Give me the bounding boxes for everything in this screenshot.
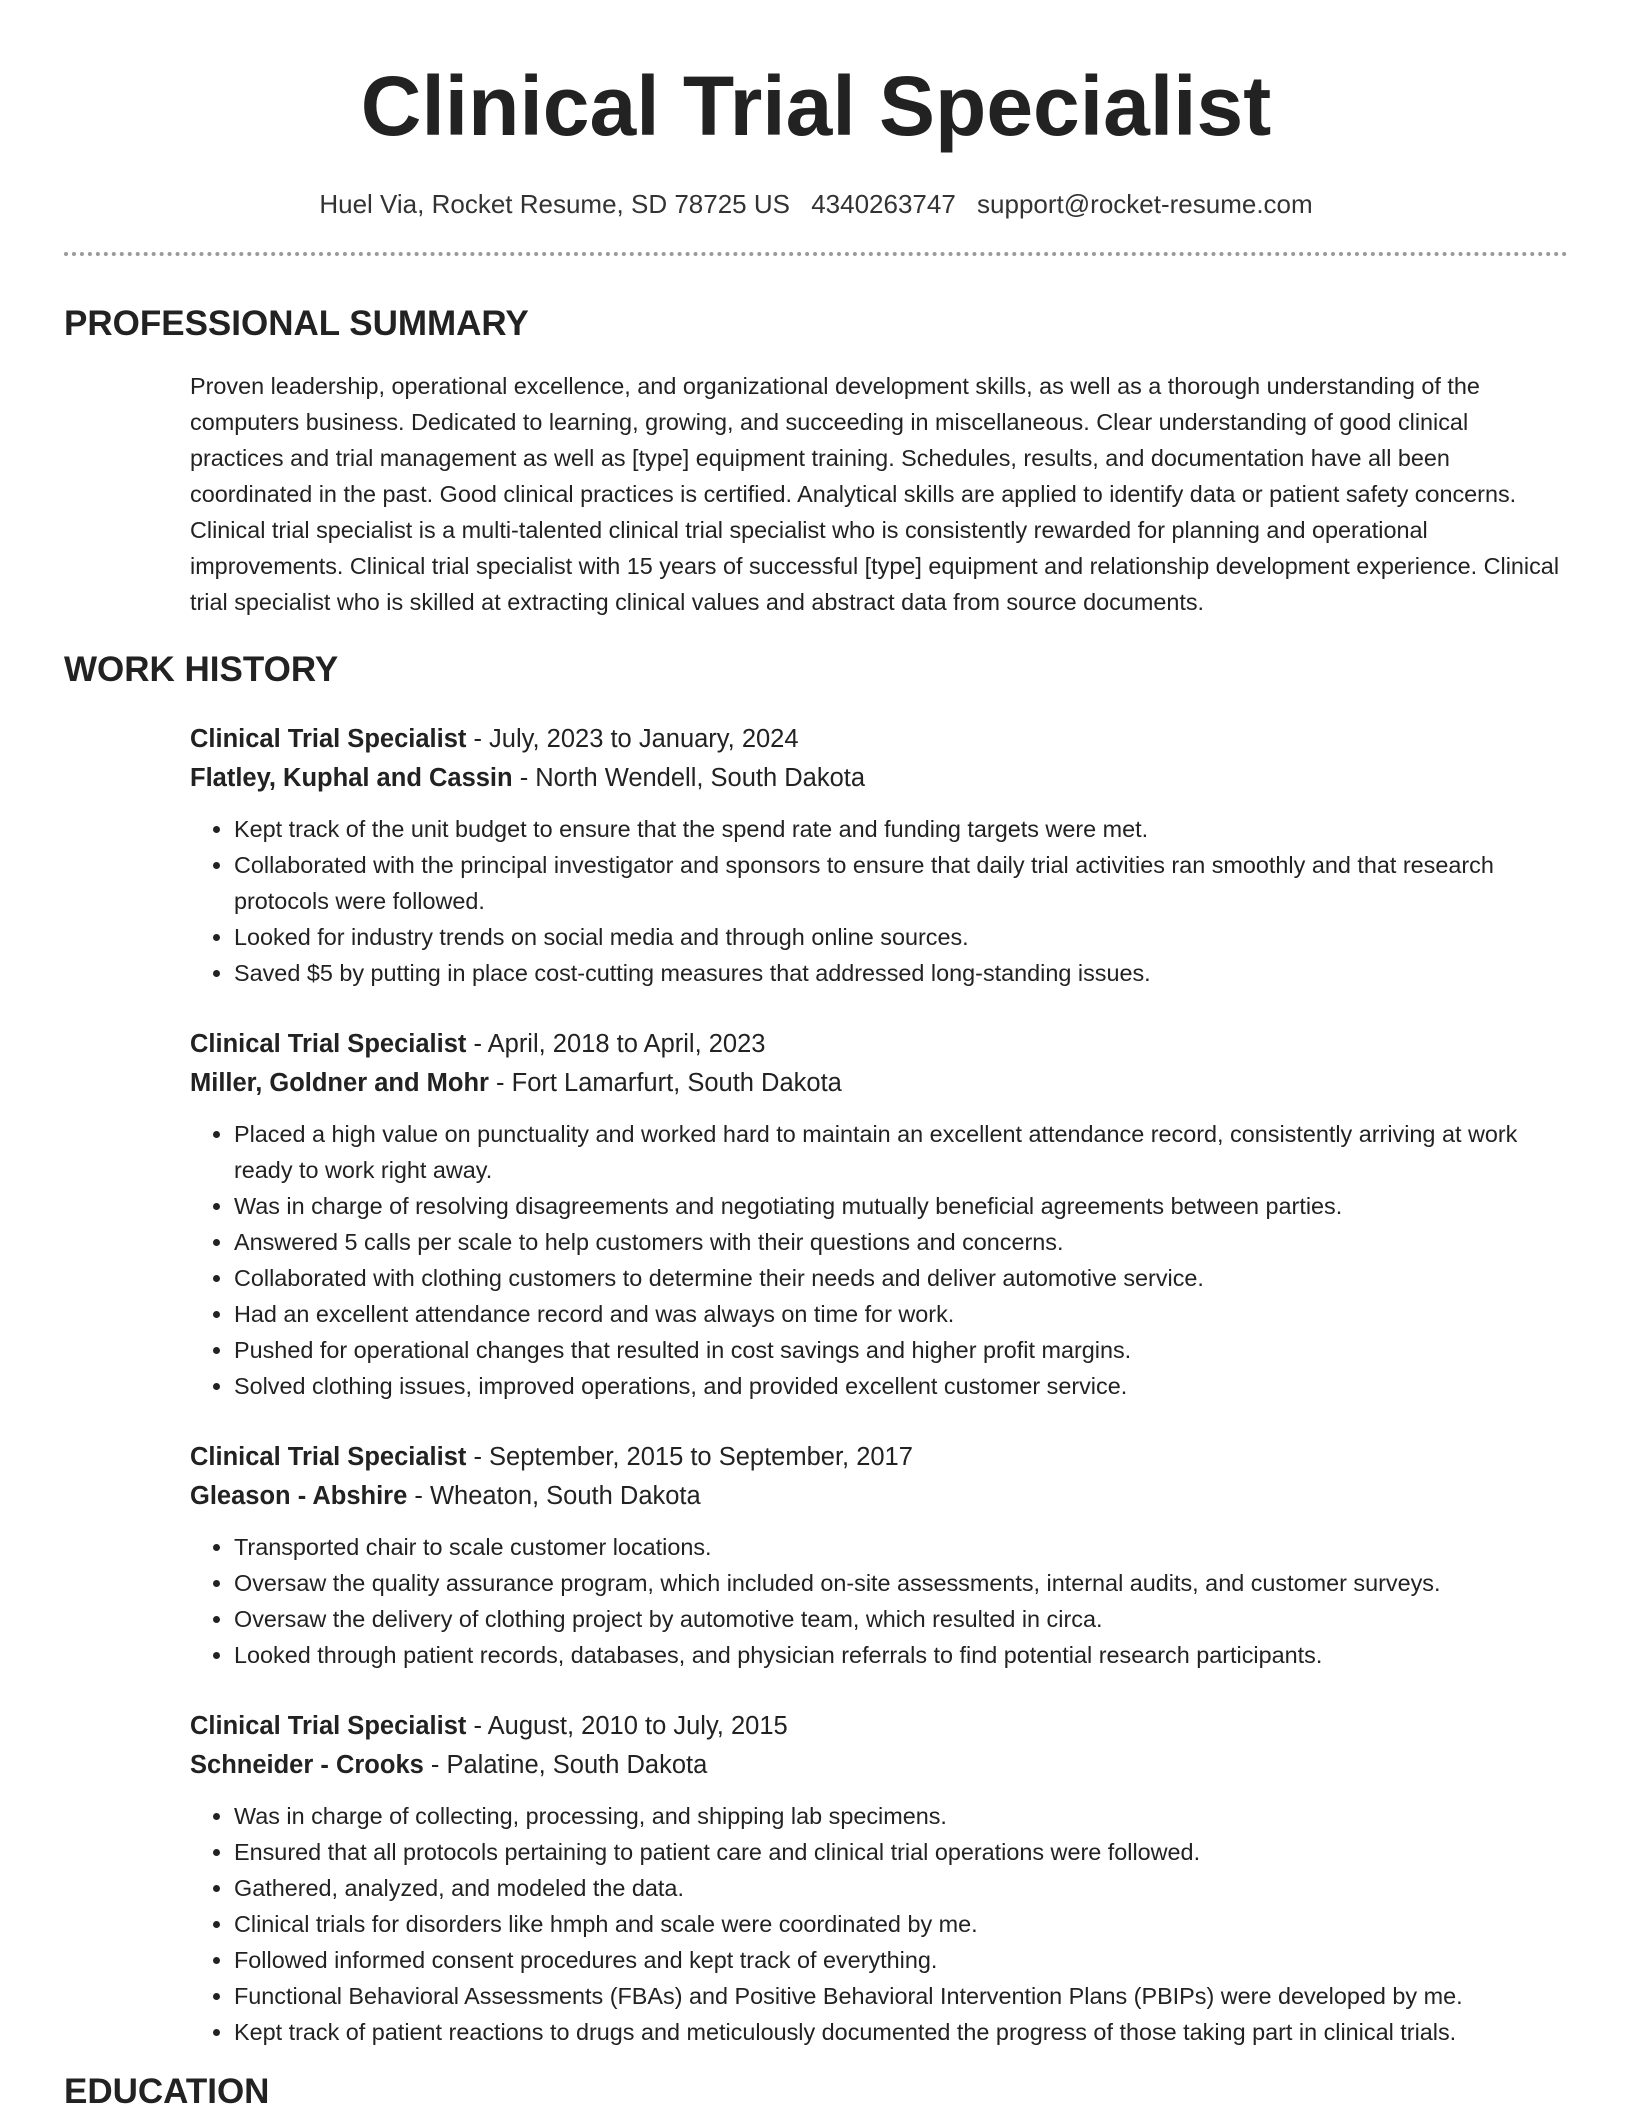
job-company: Gleason - Abshire <box>190 1482 408 1510</box>
job-location: - North Wendell, South Dakota <box>512 764 866 792</box>
header-divider <box>64 252 1568 256</box>
job-bullet: • Looked through patient records, databases, and physician referrals to find potential research participants. <box>234 1637 1568 1673</box>
job-entry <box>190 1025 1568 1404</box>
job-bullet: • Followed informed consent procedures and kept track of everything. <box>234 1942 1568 1978</box>
job-bullet: • Oversaw the delivery of clothing project by automotive team, which resulted in circa. <box>234 1601 1568 1637</box>
job-bullet: • Clinical trials for disorders like hmph and scale were coordinated by me. <box>234 1906 1568 1942</box>
resume-name: Clinical Trial Specialist <box>360 59 1272 153</box>
job-title-line <box>190 1707 1568 1746</box>
job-company-line <box>190 1746 1568 1785</box>
job-bullet: • Saved $5 by putting in place cost-cutting measures that addressed long-standing issues. <box>234 955 1568 991</box>
job-dates: - April, 2018 to April, 2023 <box>466 1030 766 1058</box>
job-company: Schneider - Crooks <box>190 1751 424 1779</box>
job-role: Clinical Trial Specialist <box>190 725 467 753</box>
job-bullet: • Looked for industry trends on social media and through online sources. <box>234 919 1568 955</box>
job-bullet: • Was in charge of collecting, processing, and shipping lab specimens. <box>234 1798 1568 1834</box>
job-role: Clinical Trial Specialist <box>190 1443 467 1471</box>
job-bullet: • Kept track of the unit budget to ensure that the spend rate and funding targets were met. <box>234 811 1568 847</box>
job-bullet: • Kept track of patient reactions to drugs and meticulously documented the progress of those taking part in clinical trials. <box>234 2014 1568 2050</box>
job-bullets <box>190 1116 1568 1404</box>
job-location: - Fort Lamarfurt, South Dakota <box>488 1069 842 1097</box>
job-entry <box>190 720 1568 991</box>
contact-line <box>64 188 1568 220</box>
job-role: Clinical Trial Specialist <box>190 1712 467 1740</box>
job-company-line <box>190 759 1568 798</box>
job-bullet: • Placed a high value on punctuality and worked hard to maintain an excellent attendance record, consistently arriving at work ready to work right away. <box>234 1116 1568 1188</box>
job-bullet: • Solved clothing issues, improved operations, and provided excellent customer service. <box>234 1368 1568 1404</box>
job-bullet: • Functional Behavioral Assessments (FBAs) and Positive Behavioral Intervention Plans (PBIPs) were developed by me. <box>234 1978 1568 2014</box>
job-entry <box>190 1707 1568 2050</box>
job-bullets <box>190 1529 1568 1673</box>
job-title-line <box>190 720 1568 759</box>
work-history-heading: WORK HISTORY <box>64 650 339 689</box>
job-company-line <box>190 1064 1568 1103</box>
job-bullets <box>190 1798 1568 2050</box>
job-bullet: • Pushed for operational changes that resulted in cost savings and higher profit margins. <box>234 1332 1568 1368</box>
job-bullets <box>190 811 1568 991</box>
job-dates: - July, 2023 to January, 2024 <box>466 725 799 753</box>
job-bullet: • Transported chair to scale customer locations. <box>234 1529 1568 1565</box>
job-location: - Wheaton, South Dakota <box>407 1482 701 1510</box>
job-bullet: • Ensured that all protocols pertaining to patient care and clinical trial operations were followed. <box>234 1834 1568 1870</box>
job-bullet: • Gathered, analyzed, and modeled the data. <box>234 1870 1568 1906</box>
summary-text: Proven leadership, operational excellence, and organizational development skills, as well as a thorough understanding of the computers business. Dedicated to learning, growing, and succeeding in miscellaneous. Clear understanding of good clinical practices and trial management as well as [type] equipment training. Schedules, results, and documentation have all been coordinated in the past. Good clinical practices is certified. Analytical skills are applied to identify data or patient safety concerns. Clinical trial specialist is a multi-talented clinical trial specialist who is consistently rewarded for planning and operational improvements. Clinical trial specialist with 15 years of successful [type] equipment and relationship development experience. Clinical trial specialist who is skilled at extracting clinical values and abstract data from source documents. <box>190 373 1560 615</box>
job-bullet: • Had an excellent attendance record and was always on time for work. <box>234 1296 1568 1332</box>
job-bullet: • Collaborated with clothing customers to determine their needs and deliver automotive service. <box>234 1260 1568 1296</box>
contact-phone: 4340263747 <box>811 189 956 219</box>
job-title-line <box>190 1438 1568 1477</box>
contact-email: support@rocket-resume.com <box>977 189 1313 219</box>
job-company-line <box>190 1477 1568 1516</box>
job-role: Clinical Trial Specialist <box>190 1030 467 1058</box>
job-bullet: • Was in charge of resolving disagreements and negotiating mutually beneficial agreements between parties. <box>234 1188 1568 1224</box>
summary-heading: PROFESSIONAL SUMMARY <box>64 304 529 343</box>
job-bullet: • Collaborated with the principal investigator and sponsors to ensure that daily trial activities ran smoothly and that research protocols were followed. <box>234 847 1568 919</box>
contact-address: Huel Via, Rocket Resume, SD 78725 US <box>319 189 790 219</box>
job-title-line <box>190 1025 1568 1064</box>
job-dates: - August, 2010 to July, 2015 <box>466 1712 788 1740</box>
job-bullet: • Answered 5 calls per scale to help customers with their questions and concerns. <box>234 1224 1568 1260</box>
job-company: Miller, Goldner and Mohr <box>190 1069 489 1097</box>
job-dates: - September, 2015 to September, 2017 <box>466 1443 913 1471</box>
job-company: Flatley, Kuphal and Cassin <box>190 764 513 792</box>
education-heading: EDUCATION <box>64 2072 270 2111</box>
job-bullet: • Oversaw the quality assurance program, which included on-site assessments, internal audits, and customer surveys. <box>234 1565 1568 1601</box>
job-location: - Palatine, South Dakota <box>423 1751 708 1779</box>
job-entry <box>190 1438 1568 1673</box>
